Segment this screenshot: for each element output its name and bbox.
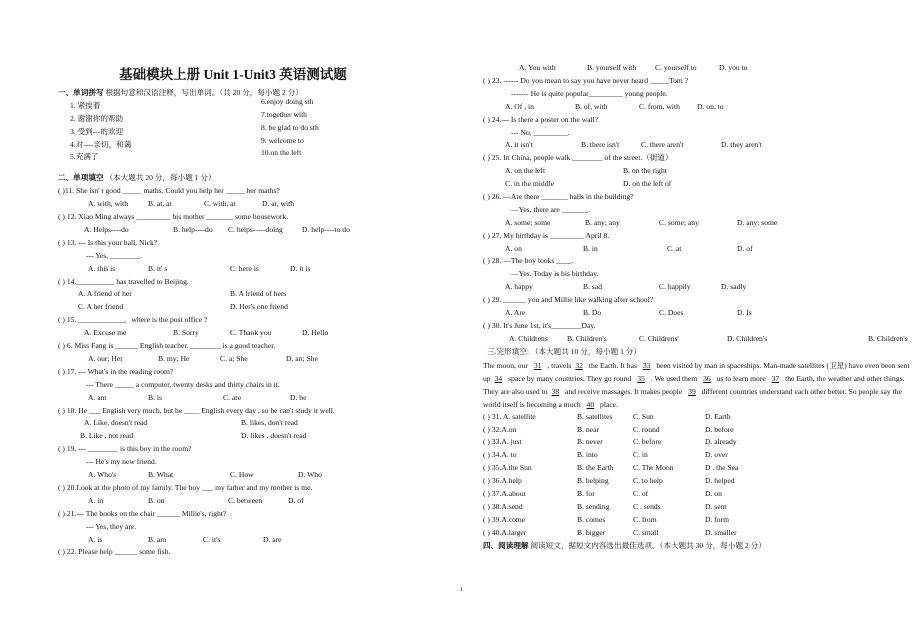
right-column [483,62,920,553]
cloze-blank: 38 [551,386,560,396]
passage-text: the Earth, the weather and other things. They are also used to [483,373,905,396]
cloze-option: B. never [577,437,603,447]
cloze-option: ( ) 32.A.on [483,424,517,434]
q18-options-b: B. Like , not read D. likes , doesn't read [80,431,307,441]
q22-options: A. You with B. yourself with C. yourself to D. you to [519,63,748,72]
question-21-reply: --- Yes, they are. [86,521,137,531]
q30-options: A. Childrens B. Children's C. Childrens' D. Children's B. Children's [509,333,908,343]
cloze-blank: 37 [771,373,780,383]
cloze-option: B. bigger [577,527,606,537]
cloze-item-38 [483,501,920,514]
section4-heading: 四、阅读理解 阅读短文，据短文内容选出最佳选项。（本大题共 30 分，每小题 2 分） [483,540,766,550]
cloze-option: C. The Moon [633,463,674,473]
cloze-option: C. before [633,437,662,447]
passage-text: us to learn more [714,373,768,383]
cloze-option: ( ) 40.A.larger [483,527,527,537]
cloze-blank: 32 [575,360,583,370]
cloze-option: B. the Earth [577,463,614,473]
cloze-option: D. before [705,424,734,434]
cloze-passage [483,359,920,411]
page-number: 1 [460,587,463,593]
question-11: ( )11. She isn' t good _____ maths. Could you help her _____ her maths? [58,186,280,196]
vocab-row-3: 3. 受到---的欢迎 8. be glad to do sth [70,122,319,136]
passage-text: , travels [545,360,572,370]
question-17-reply: --- There _____ a computer, twenty desks and thirty chairs in it. [86,379,280,389]
question-16: ( ) 6. Miss Fang is ______ English teacher. ________ is a good teacher. [58,341,276,351]
question-23: ( ) 23. ------ Do you mean to say you have never heard _____Tom ? [483,75,689,85]
q15-options: A. Excuse me B. Sorry C. Thank you D. Hello [84,328,329,338]
cloze-option: B. sending [577,501,610,511]
passage-text: The moon, our [483,360,530,370]
question-23-reply: ------- He is quite popular_________ young people. [511,88,668,98]
cloze-option: D. Earth [705,411,731,421]
cloze-option: D. sent [705,501,727,511]
cloze-option: ( ) 34.A. to [483,450,517,460]
q20-options: A. in B. on C. between D. of [88,495,304,505]
section2-heading: 二、单项填空 （本大题共 20 分，每小题 1 分） [58,173,216,183]
q25-options-a: A. on the left B. on the right [505,166,667,176]
passage-text: . We used them [648,373,700,383]
q18-options-a: A. Like, doesn't read B. likes, don't read [84,418,298,428]
question-29: ( ) 29. ______ you and Millie like walking after school? [483,295,654,305]
cloze-option: C. round [633,424,660,434]
cloze-items [483,411,920,540]
question-22: ( ) 22. Please help ______ some fish. [58,547,171,557]
question-12: ( ) 12. Xiao Ming always _________ his mother _______ some housework. [58,212,289,222]
cloze-item-31 [483,411,920,424]
passage-text: different countries understand each other better. So people say the world itself is becoming a much [483,386,902,409]
passage-text: place. [598,399,618,409]
question-24: ( ) 24.--- Is there a poster on the wall? [483,114,599,124]
q12-options: A. Helps----do B. help----do C. helps-----doing D. help----to do [84,224,350,234]
question-19-reply: --- He's my new friend. [86,457,157,467]
cloze-option: D. already [705,437,737,447]
vocab-row-5: 5.充满了 10.on the left [70,148,302,162]
vocab-row-4: 4.对----亲切，和蔼 9. welcome to [70,135,304,149]
cloze-option: D. on [705,489,722,499]
cloze-option: C. from [633,514,657,524]
question-27: ( ) 27. My birthday is _________ April 8. [483,230,610,240]
q26-options: A. some; some B. any; any C. some; any D. any; some [505,217,778,227]
cloze-blank: 36 [703,373,711,383]
cloze-blank: 39 [688,386,696,396]
q16-options: A. our; Her B. my; He C. a; She D. an; She [88,353,318,363]
q14-options-a: A. A friend of her B. A friend of hers [78,289,287,299]
page-title: 基础模块上册 Unit 1-Unit3 英语测试题 [119,67,347,82]
q28-options: A. happy B. sad C. happily D. sadly [505,282,747,292]
passage-text: the Earth. It has [586,360,639,370]
question-26-reply: —Yes, there are _______. [511,204,591,214]
cloze-item-39 [483,514,920,527]
cloze-option: ( ) 36.A.help [483,476,522,486]
cloze-item-40 [483,527,920,540]
cloze-option: C. Sun [633,411,654,421]
cloze-item-35 [483,462,920,475]
cloze-blank: 34 [494,373,503,383]
q27-options: A. on B. in C. at D. of [505,243,753,253]
cloze-item-33 [483,436,920,449]
cloze-option: ( ) 39.A.come [483,514,526,524]
cloze-item-32 [483,424,920,437]
question-24-reply: --- No, _________. [511,127,570,137]
q25-options-b: C. in the middle D. on the left of [505,179,672,189]
q17-options: A. am B. is C. are D. be [88,392,307,402]
cloze-option: B. near [577,424,599,434]
cloze-option: ( ) 35.A.the Sun [483,463,532,473]
cloze-option: ( ) 37.A.about [483,489,526,499]
cloze-option: D. form [705,514,730,524]
question-30: ( ) 30. It's June 1st, it's________Day. [483,320,596,330]
cloze-option: B. helping [577,476,609,486]
cloze-option: C . sends [633,501,661,511]
question-13-reply: --- Yes, ________. [86,250,143,260]
cloze-option: C. in [633,450,648,460]
q21-options: A. is B. am C. it's D. are [88,534,282,544]
question-19: ( ) 19. --- ________ is this boy in the room? [58,444,192,454]
question-14: ( ) 14.__________ has travelled to Beijing. [58,276,189,286]
passage-text: space by many countries. They go round [506,373,634,383]
cloze-option: D. over [705,450,728,460]
cloze-item-36 [483,475,920,488]
cloze-item-34 [483,449,920,462]
passage-text: been visited by man in spaceships. Man-made satellites (卫星) have even been sent up [483,360,910,383]
cloze-option: B. into [577,450,598,460]
q23-options: A. Of , in B. of, with C. from, with D. on, to [505,101,724,111]
cloze-option: D. helped [705,476,735,486]
cloze-blank: 35 [637,373,645,383]
cloze-option: C. small [633,527,659,537]
q19-options: A. Who's B. What C. How D. Who [88,470,322,480]
vocab-row-2: 2. 谢谢你的帮助 7.together with [70,109,307,123]
q14-options-b: C. A her friend D. Her's one friend [78,302,288,312]
cloze-option: B. comes [577,514,606,524]
question-21: ( ) 21.--- The books on the chair ______ Millie's, right? [58,508,227,518]
cloze-item-37 [483,488,920,501]
question-17: ( ) 17. --- What's in the reading room? [58,366,174,376]
q24-options: A. it isn't B. there isn't C. there aren't D. they aren't [505,140,762,150]
q29-options: A. Are B. Do C. Does D. Is [505,308,752,318]
section1-heading: 一、单词拼写 根据句意和汉语注释，写出单词。（共 20 分，每小题 2 分） [58,88,303,97]
cloze-option: D. smaller [705,527,737,537]
question-15: ( ) 15. ____________，where is the post office ? [58,315,208,325]
cloze-option: D . the Sea [705,463,739,473]
cloze-option: C. to help [633,476,663,486]
question-13: ( ) 13. --- Is this your ball, Nick? [58,237,158,247]
cloze-blank: 40 [586,399,595,409]
vocab-row-1: 1. 紧挨着 6.enjoy doing sth [70,96,314,110]
q11-options: A. with, with B. at, at C. with, at D. at, with [88,199,295,209]
cloze-option: B. for [577,489,595,499]
passage-text: and receive massages. It makes people [563,386,685,396]
cloze-blank: 33 [642,360,651,370]
question-25: ( ) 25. In China, people walk ________ of the street.（街道） [483,153,673,163]
cloze-option: ( ) 38.A.send [483,501,523,511]
cloze-option: B. satellites [577,411,613,421]
question-28-reply: —Yes. Today is his birthday. [511,269,599,279]
cloze-option: ( ) 31. A. satellite [483,411,536,421]
cloze-blank: 31 [533,360,542,370]
q13-options: A. this is B. it' s C. here is D. it is [88,263,311,273]
left-column [58,0,458,559]
question-28: ( ) 28. —The boy looks ____. [483,256,574,266]
cloze-option: ( ) 33.A. just [483,437,522,447]
section3-heading: 三.完形填空: （本大题共 10 分，每小题 1 分） [487,346,641,356]
question-18: ( ) 18. He ___ English very much, but he ____ English every day , so he can't study it well. [58,405,335,415]
cloze-option: C. of [633,489,649,499]
question-20: ( ) 20.Look at the photo of my family. The boy ___ my father and my mother is me. [58,482,313,492]
question-26: ( ) 26. —Are there _______ halls in the building? [483,191,634,201]
